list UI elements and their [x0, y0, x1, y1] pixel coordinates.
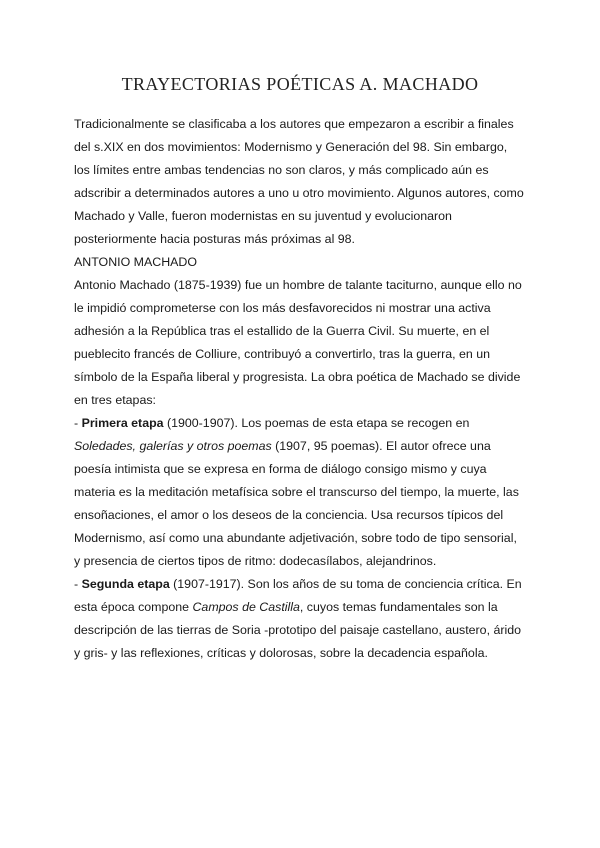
bio-paragraph: Antonio Machado (1875-1939) fue un hombre de talante taciturno, aunque ello no le impidió comprometerse con los más desfavorecidos ni mostrar una activa adhesión a la República tras el estallido de la Guerra Civil. Su muerte, en el pueblecito francés de Colliure, contribuyó a convertirlo, tras la guerra, en un símbolo de la España liberal y progresista. La obra poética de Machado se divide en tres etapas: — [74, 278, 522, 407]
stage-two-paragraph — [74, 573, 526, 665]
stage-two-text-a: (1907-1917). Son los años de su toma de conciencia crítica. En esta época compone — [74, 577, 522, 614]
stage-one-text-b: (1907, 95 poemas). El autor ofrece una poesía intimista que se expresa en forma de diálogo consigo mismo y cuya materia es la meditación metafísica sobre el transcurso del tiempo, la muerte, las ensoñaciones, el amor o los deseos de la conciencia. Usa recursos típicos del Modernismo, así como una abundante adjetivación, sobre todo de tipo sensorial, y presencia de ciertos tipos de ritmo: dodecasílabos, alejandrinos. — [74, 439, 519, 568]
intro-paragraph: Tradicionalmente se clasificaba a los autores que empezaron a escribir a finales del s.XIX en dos movimientos: Modernismo y Generación del 98. Sin embargo, los límites entre ambas tendencias no son claros, y más complicado aún es adscribir a determinados autores a uno u otro movimiento. Algunos autores, como Machado y Valle, fueron modernistas en su juventud y evolucionaron posteriormente hacia posturas más próximas al 98. — [74, 117, 524, 246]
section-heading: ANTONIO MACHADO — [74, 255, 197, 269]
document-title: TRAYECTORIAS POÉTICAS A. MACHADO — [121, 74, 479, 94]
stage-one-prefix: - — [74, 416, 82, 430]
stage-one-paragraph — [74, 412, 526, 573]
stage-two-prefix: - — [74, 577, 82, 591]
stage-one-label: Primera etapa — [81, 416, 164, 430]
stage-one-text-a: (1900-1907). Los poemas de esta etapa se recogen en — [163, 416, 470, 430]
stage-one-work-title: Soledades, galerías y otros poemas — [74, 439, 272, 453]
stage-two-label: Segunda etapa — [81, 577, 170, 591]
stage-two-text-b: , cuyos temas fundamentales son la descripción de las tierras de Soria -prototipo del paisaje castellano, austero, árido y gris- y las reflexiones, críticas y dolorosas, sobre la decadencia española. — [74, 600, 522, 660]
stage-two-work-title: Campos de Castilla — [192, 600, 300, 614]
